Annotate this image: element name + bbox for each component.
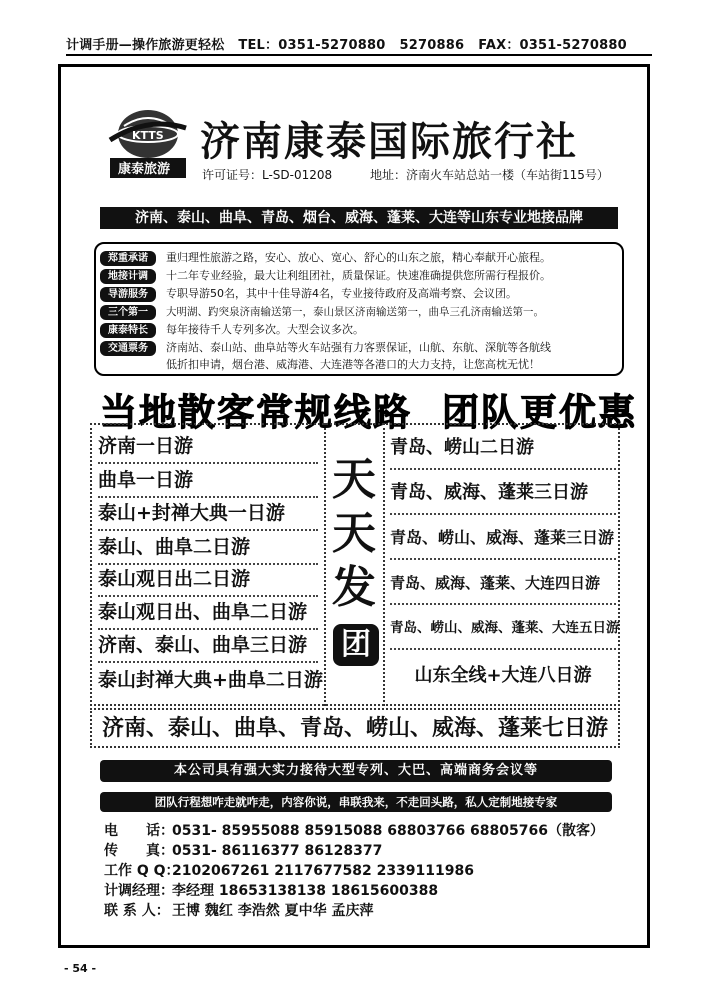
feature-label: 郑重承诺	[100, 251, 156, 266]
contact-label: 计调经理：	[104, 883, 174, 899]
feature-text: 大明湖、趵突泉济南输送第一，泰山景区济南输送第一，曲阜三孔济南输送第一。	[166, 306, 544, 318]
contact-label: 传 真：	[104, 843, 174, 859]
route-item: 青岛、崂山、威海、蓬莱三日游	[390, 518, 616, 560]
header-tel2: 5270886	[399, 38, 465, 53]
contact-value: 李经理 18653138138 18615600388	[172, 883, 439, 899]
feature-text: 济南站、泰山站、曲阜站等火车站强有力客票保证，山航、东航、深航等各航线	[166, 341, 551, 354]
route-item: 泰山观日出、曲阜二日游	[98, 596, 318, 630]
feature-label: 导游服务	[100, 287, 156, 302]
daily-char: 发	[332, 562, 376, 613]
feature-row	[100, 268, 551, 286]
slogan-banner: 团队行程想咋走就咋走，内容你说，串联我来，不走回头路，私人定制地接专家	[100, 792, 612, 812]
license-number: 许可证号：L-SD-01208	[202, 168, 333, 182]
route-item: 济南一日游	[98, 430, 318, 464]
feature-row	[100, 304, 544, 322]
route-item: 泰山、曲阜二日游	[98, 531, 318, 565]
route-bottom: 济南、泰山、曲阜、青岛、崂山、威海、蓬莱七日游	[90, 708, 620, 748]
route-item: 泰山观日出二日游	[98, 563, 318, 597]
brand-banner: 济南、泰山、曲阜、青岛、烟台、威海、蓬莱、大连等山东专业地接品牌	[100, 207, 618, 229]
headline-right: 团队更优惠	[442, 391, 637, 434]
feature-label: 交通票务	[100, 341, 156, 356]
feature-label: 康泰特长	[100, 323, 156, 338]
company-address: 地址：济南火车站总站一楼（车站街115号）	[370, 168, 609, 182]
company-name: 济南康泰国际旅行社	[200, 119, 578, 165]
contact-qq	[104, 860, 474, 880]
contact-fax	[104, 840, 382, 860]
contact-label: 电 话：	[104, 823, 174, 839]
route-item: 曲阜一日游	[98, 464, 318, 498]
contact-persons	[104, 900, 374, 920]
contact-phone	[104, 820, 604, 840]
header-tagline: 计调手册—操作旅游更轻松	[66, 38, 225, 53]
feature-row	[100, 322, 364, 340]
daily-char: 天	[332, 454, 376, 505]
company-logo	[104, 106, 190, 180]
route-item: 泰山封禅大典+曲阜二日游	[98, 669, 323, 691]
feature-label: 三个第一	[100, 305, 156, 320]
capability-banner: 本公司具有强大实力接待大型专列、大巴、高端商务会议等	[100, 760, 612, 782]
logo-caption: 康泰旅游	[118, 162, 171, 177]
contact-value: 2102067261 2117677582 2339111986	[172, 863, 474, 879]
route-item: 青岛、威海、蓬莱、大连四日游	[390, 563, 616, 605]
contact-label: 工作 Q Q：	[104, 863, 180, 879]
page-number: - 54 -	[64, 962, 97, 975]
daily-char: 天	[332, 508, 376, 559]
feature-text: 十二年专业经验，最大让利组团社，质量保证。快速准确提供您所需行程报价。	[166, 269, 551, 282]
feature-row	[100, 250, 551, 268]
route-item: 青岛、威海、蓬莱三日游	[390, 473, 616, 515]
headline-left: 当地散客常规线路	[100, 391, 412, 434]
header-fax: FAX：0351-5270880	[478, 38, 627, 53]
grid-divider	[383, 423, 385, 706]
feature-row	[100, 286, 517, 304]
feature-text: 重归理性旅游之路，安心、放心、宽心、舒心的山东之旅，精心奉献开心旅程。	[166, 251, 551, 264]
route-item: 山东全线+大连八日游	[414, 665, 592, 686]
feature-label: 地接计调	[100, 269, 156, 284]
route-item: 济南、泰山、曲阜三日游	[98, 629, 318, 663]
header-tel: TEL：0351-5270880	[238, 38, 386, 53]
feature-text: 每年接待千人专列多次。大型会议多次。	[166, 323, 364, 336]
page-header	[66, 34, 652, 56]
contact-label: 联 系 人：	[104, 903, 170, 919]
feature-text-continued: 低折扣申请，烟台港、威海港、大连港等各港口的大力支持，让您高枕无忧！	[166, 358, 540, 371]
contact-value: 王博 魏红 李浩然 夏中华 孟庆萍	[172, 903, 374, 919]
feature-text: 专职导游50名，其中十佳导游4名，专业接待政府及高端考察、会议团。	[166, 287, 517, 300]
contact-manager	[104, 880, 438, 900]
contact-value: 0531- 86116377 86128377	[172, 843, 383, 859]
route-item: 泰山+封禅大典一日游	[98, 497, 318, 531]
daily-char-boxed: 团	[333, 624, 379, 666]
globe-logo-icon	[104, 106, 190, 180]
logo-text: KTTS	[132, 129, 164, 142]
route-item: 青岛、崂山、威海、蓬莱、大连五日游	[390, 608, 616, 650]
route-item: 青岛、崂山二日游	[390, 428, 616, 470]
grid-divider	[324, 423, 326, 706]
contact-value: 0531- 85955088 85915088 68803766 68805766（散客）	[172, 823, 604, 839]
